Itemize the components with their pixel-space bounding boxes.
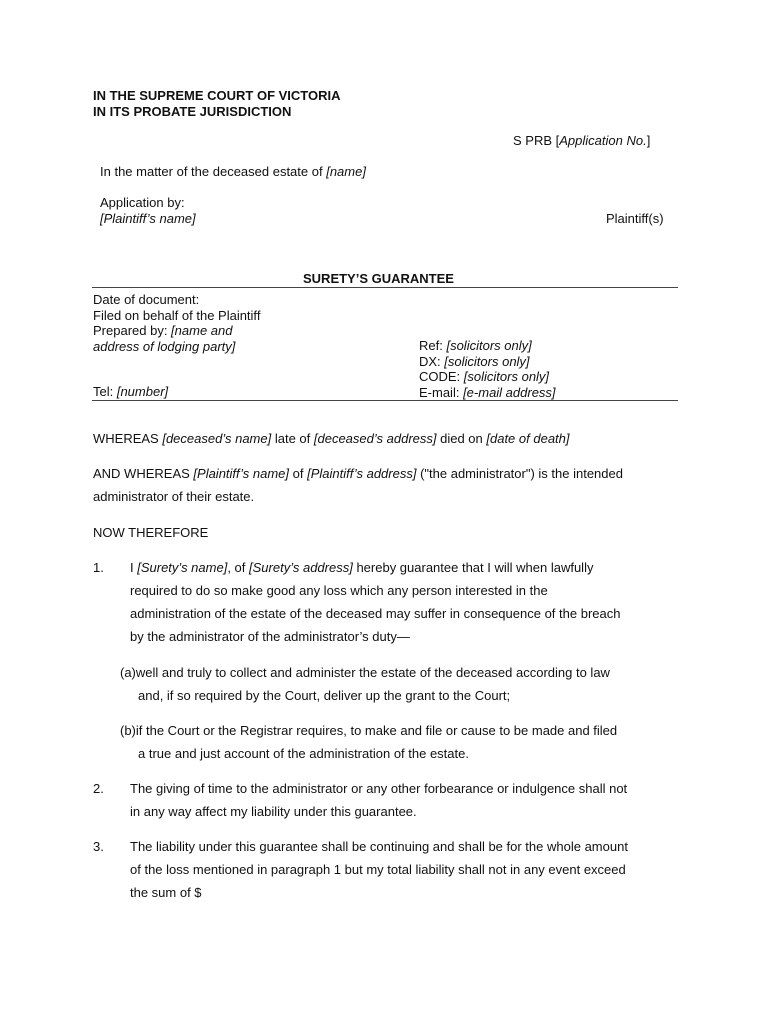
clause-1a-label: (a) — [120, 665, 136, 680]
filed-on-behalf: Filed on behalf of the Plaintiff — [93, 307, 261, 323]
case-reference: S PRB [Application No.] — [513, 133, 651, 148]
and-whereas-recital: AND WHEREAS [Plaintiff’s name] of [Plaintiff’s address] ("the administrator") is the intended administrator of their estate. — [93, 466, 623, 504]
email: E-mail: [e-mail address] — [419, 384, 556, 400]
application-no-placeholder: Application No. — [559, 133, 647, 148]
code: CODE: [solicitors only] — [419, 369, 550, 384]
plaintiff-name-placeholder: [Plaintiff’s name] — [100, 211, 196, 226]
filing-details-right — [419, 338, 556, 400]
clause-2-number: 2. — [93, 781, 104, 796]
document-title: SURETY’S GUARANTEE — [303, 271, 454, 286]
clause-3-number: 3. — [93, 839, 104, 854]
tel: Tel: [number] — [93, 384, 169, 399]
court-name: IN THE SUPREME COURT OF VICTORIA — [93, 88, 341, 103]
clause-3: The liability under this guarantee shall be continuing and shall be for the whole amount of the loss mentioned in paragraph 1 but my total liability shall not in any event exceed the sum of $ — [130, 839, 628, 900]
plaintiff-role: Plaintiff(s) — [606, 211, 664, 226]
ref: Ref: [solicitors only] — [419, 338, 532, 353]
clause-1-number: 1. — [93, 560, 104, 575]
clause-1b: (b)if the Court or the Registrar requires, to make and file or cause to be made and filed a true and just account of the administration of the estate. — [120, 723, 618, 761]
clause-1: I [Surety’s name], of [Surety’s address] hereby guarantee that I will when lawfully required to do so make good any loss which any person interested in the administration of the estate of the deceased may suffer in consequence of the breach by the administrator of the administrator’s duty— — [130, 560, 621, 644]
prepared-by: Prepared by: [name and — [93, 323, 233, 338]
filing-divider — [92, 400, 678, 401]
filing-details-left — [93, 292, 260, 354]
deceased-name-placeholder: [name] — [326, 164, 366, 179]
whereas-recital: WHEREAS [deceased’s name] late of [deceased’s address] died on [date of death] — [93, 431, 570, 446]
date-of-document: Date of document: — [93, 292, 200, 307]
matter-line: In the matter of the deceased estate of [name] — [100, 164, 366, 179]
title-divider — [92, 287, 678, 288]
dx: DX: [solicitors only] — [419, 353, 530, 369]
clause-1b-label: (b) — [120, 723, 136, 738]
now-therefore: NOW THEREFORE — [93, 525, 209, 540]
application-label: Application by: — [100, 195, 185, 210]
clause-1a: (a)well and truly to collect and administer the estate of the deceased according to law and, if so required by the Court, deliver up the grant to the Court; — [120, 665, 610, 703]
jurisdiction: IN ITS PROBATE JURISDICTION — [93, 104, 292, 119]
prepared-by-continued: address of lodging party] — [93, 338, 236, 354]
clause-2: The giving of time to the administrator or any other forbearance or indulgence shall not in any way affect my liability under this guarantee. — [130, 781, 628, 819]
